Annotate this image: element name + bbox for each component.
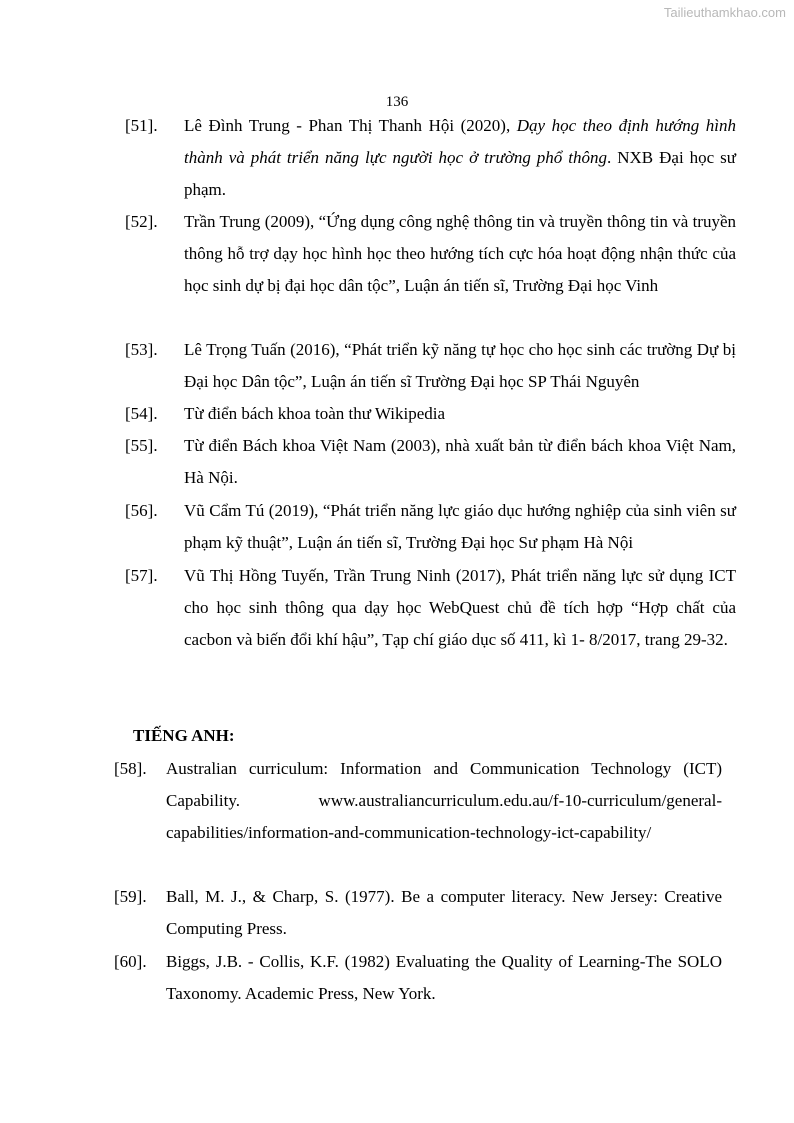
reference-51 (125, 110, 736, 206)
reference-text: Australian curriculum: Information and Communication Technology (ICT) Capability. www.australiancurriculum.edu.au/f-10-curriculum/general-capabilities/information-and-communication-technology-ict-capability/ (166, 759, 722, 842)
reference-number: [59]. (114, 887, 147, 906)
reference-number: [54]. (125, 404, 158, 423)
reference-number: [55]. (125, 436, 158, 455)
reference-title: Dạy học theo định hướng hình thành và phát triển năng lực người học ở trường phổ thông (184, 116, 736, 167)
reference-text: Lê Trọng Tuấn (2016), “Phát triển kỹ năng tự học cho học sinh các trường Dự bị Đại học Dân tộc”, Luận án tiến sĩ Trường Đại học SP Thái Nguyên (184, 340, 736, 391)
reference-number: [56]. (125, 501, 158, 520)
reference-text: Ball, M. J., & Charp, S. (1977). Be a computer literacy. New Jersey: Creative Computing Press. (166, 887, 722, 938)
reference-58 (114, 753, 722, 849)
watermark: Tailieuthamkhao.com (663, 5, 786, 20)
reference-text: Lê Đình Trung - Phan Thị Thanh Hội (2020), (184, 116, 517, 135)
reference-publisher: . NXB Đại học sư phạm. (184, 148, 736, 199)
reference-text: Từ điển Bách khoa Việt Nam (2003), nhà xuất bản từ điển bách khoa Việt Nam, Hà Nội. (184, 436, 736, 487)
reference-text: Trần Trung (2009), “Ứng dụng công nghệ thông tin và truyền thông tin và truyền thông hỗ trợ dạy học hình học theo hướng tích cực hóa hoạt động nhận thức của học sinh dự bị đại học dân tộc”, Luận án tiến sĩ, Trường Đại học Vinh (184, 212, 736, 295)
page-number: 136 (385, 94, 409, 110)
reference-number: [53]. (125, 340, 158, 359)
reference-60 (114, 946, 722, 1010)
reference-number: [60]. (114, 952, 147, 971)
reference-text: Biggs, J.B. - Collis, K.F. (1982) Evaluating the Quality of Learning-The SOLO Taxonomy. Academic Press, New York. (166, 952, 722, 1003)
reference-59 (114, 881, 722, 945)
reference-52 (125, 206, 736, 302)
reference-56 (125, 495, 736, 559)
reference-53 (125, 334, 736, 398)
reference-text: Từ điển bách khoa toàn thư Wikipedia (184, 404, 446, 423)
reference-number: [58]. (114, 759, 147, 778)
reference-number: [57]. (125, 566, 158, 585)
reference-54 (125, 398, 736, 430)
reference-text: Vũ Cẩm Tú (2019), “Phát triển năng lực giáo dục hướng nghiệp của sinh viên sư phạm kỹ thuật”, Luận án tiến sĩ, Trường Đại học Sư phạm Hà Nội (184, 501, 736, 552)
section-heading-english: TIẾNG ANH: (133, 726, 235, 745)
reference-number: [51]. (125, 116, 158, 135)
reference-text: Vũ Thị Hồng Tuyến, Trần Trung Ninh (2017), Phát triển năng lực sử dụng ICT cho học sinh thông qua dạy học WebQuest chủ đề tích hợp “Hợp chất của cacbon và biến đổi khí hậu”, Tạp chí giáo dục số 411, kì 1- 8/2017, trang 29-32. (184, 566, 736, 649)
reference-57 (125, 560, 736, 656)
reference-55 (125, 430, 736, 494)
reference-number: [52]. (125, 212, 158, 231)
